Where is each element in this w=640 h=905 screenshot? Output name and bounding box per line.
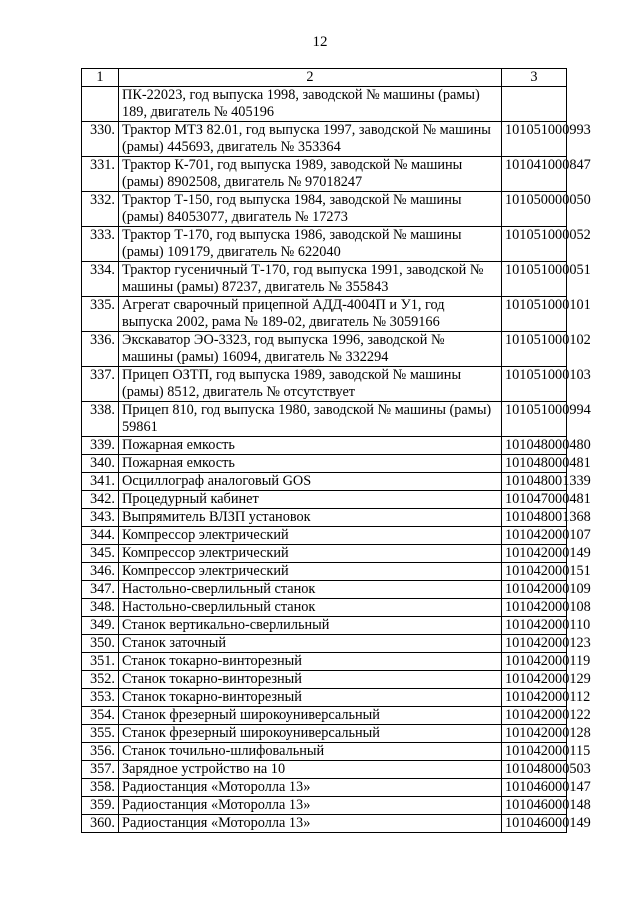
row-code-cell: 101042000151 bbox=[502, 563, 567, 581]
row-name-cell: Выпрямитель ВЛЗП установок bbox=[119, 509, 502, 527]
row-name-cell: Станок точильно-шлифовальный bbox=[119, 743, 502, 761]
row-code-cell: 101051000052 bbox=[502, 227, 567, 262]
row-number-cell: 350. bbox=[82, 635, 119, 653]
row-code-cell: 101046000147 bbox=[502, 779, 567, 797]
row-code-cell: 101042000122 bbox=[502, 707, 567, 725]
row-code-cell: 101048000503 bbox=[502, 761, 567, 779]
table-row bbox=[82, 743, 567, 761]
table-row bbox=[82, 227, 567, 262]
row-code-cell: 101042000108 bbox=[502, 599, 567, 617]
table-row bbox=[82, 437, 567, 455]
table-row bbox=[82, 122, 567, 157]
row-number-cell: 353. bbox=[82, 689, 119, 707]
row-code-cell: 101042000123 bbox=[502, 635, 567, 653]
row-code-cell: 101048001339 bbox=[502, 473, 567, 491]
row-number-cell: 357. bbox=[82, 761, 119, 779]
row-code-cell: 101051000993 bbox=[502, 122, 567, 157]
table-row bbox=[82, 491, 567, 509]
row-number-cell: 346. bbox=[82, 563, 119, 581]
property-table bbox=[81, 68, 591, 833]
row-number-cell: 360. bbox=[82, 815, 119, 833]
row-code-cell: 101051000102 bbox=[502, 332, 567, 367]
table-row bbox=[82, 599, 567, 617]
table-row bbox=[82, 402, 567, 437]
row-number-cell: 338. bbox=[82, 402, 119, 437]
row-code-cell bbox=[502, 87, 567, 122]
table-row bbox=[82, 297, 567, 332]
row-number-cell bbox=[82, 87, 119, 122]
row-name-cell: Настольно-сверлильный станок bbox=[119, 581, 502, 599]
row-name-cell: Радиостанция «Моторолла 13» bbox=[119, 797, 502, 815]
row-code-cell: 101050000050 bbox=[502, 192, 567, 227]
row-code-cell: 101048000480 bbox=[502, 437, 567, 455]
table-row bbox=[82, 87, 567, 122]
row-name-cell: Трактор МТЗ 82.01, год выпуска 1997, заводской № машины (рамы) 445693, двигатель № 353364 bbox=[119, 122, 502, 157]
table-row bbox=[82, 455, 567, 473]
table-row bbox=[82, 332, 567, 367]
row-number-cell: 359. bbox=[82, 797, 119, 815]
row-number-cell: 335. bbox=[82, 297, 119, 332]
row-name-cell: Осциллограф аналоговый GOS bbox=[119, 473, 502, 491]
row-name-cell: Зарядное устройство на 10 bbox=[119, 761, 502, 779]
table-row bbox=[82, 527, 567, 545]
table-row bbox=[82, 671, 567, 689]
row-name-cell: Прицеп ОЗТП, год выпуска 1989, заводской № машины (рамы) 8512, двигатель № отсутствует bbox=[119, 367, 502, 402]
row-number-cell: 342. bbox=[82, 491, 119, 509]
row-code-cell: 101047000481 bbox=[502, 491, 567, 509]
row-number-cell: 337. bbox=[82, 367, 119, 402]
row-name-cell: Станок токарно-винторезный bbox=[119, 671, 502, 689]
header-cell-code: 3 bbox=[502, 69, 567, 87]
row-number-cell: 332. bbox=[82, 192, 119, 227]
table-row bbox=[82, 367, 567, 402]
table-row bbox=[82, 157, 567, 192]
row-code-cell: 101042000119 bbox=[502, 653, 567, 671]
table-row bbox=[82, 262, 567, 297]
row-number-cell: 356. bbox=[82, 743, 119, 761]
table-body bbox=[82, 69, 591, 833]
row-number-cell: 355. bbox=[82, 725, 119, 743]
row-number-cell: 347. bbox=[82, 581, 119, 599]
row-code-cell: 101041000847 bbox=[502, 157, 567, 192]
table-row bbox=[82, 725, 567, 743]
table-row bbox=[82, 797, 567, 815]
row-name-cell: Трактор гусеничный Т-170, год выпуска 1991, заводской № машины (рамы) 87237, двигатель № 355843 bbox=[119, 262, 502, 297]
row-code-cell: 101046000148 bbox=[502, 797, 567, 815]
row-name-cell: Станок фрезерный широкоуниверсальный bbox=[119, 725, 502, 743]
table-row bbox=[82, 707, 567, 725]
row-number-cell: 341. bbox=[82, 473, 119, 491]
row-name-cell: Процедурный кабинет bbox=[119, 491, 502, 509]
row-code-cell: 101051000103 bbox=[502, 367, 567, 402]
header-cell-name: 2 bbox=[119, 69, 502, 87]
row-name-cell: Трактор Т-170, год выпуска 1986, заводской № машины (рамы) 109179, двигатель № 622040 bbox=[119, 227, 502, 262]
table-row bbox=[82, 761, 567, 779]
row-number-cell: 352. bbox=[82, 671, 119, 689]
row-name-cell: Станок токарно-винторезный bbox=[119, 653, 502, 671]
table-row bbox=[82, 192, 567, 227]
row-number-cell: 331. bbox=[82, 157, 119, 192]
row-code-cell: 101042000128 bbox=[502, 725, 567, 743]
row-name-cell: Станок фрезерный широкоуниверсальный bbox=[119, 707, 502, 725]
row-number-cell: 339. bbox=[82, 437, 119, 455]
row-name-cell: Компрессор электрический bbox=[119, 545, 502, 563]
row-number-cell: 345. bbox=[82, 545, 119, 563]
row-code-cell: 101051000051 bbox=[502, 262, 567, 297]
row-number-cell: 344. bbox=[82, 527, 119, 545]
row-code-cell: 101042000115 bbox=[502, 743, 567, 761]
table-row bbox=[82, 563, 567, 581]
row-name-cell: ПК-22023, год выпуска 1998, заводской № машины (рамы) 189, двигатель № 405196 bbox=[119, 87, 502, 122]
table-row bbox=[82, 509, 567, 527]
row-number-cell: 336. bbox=[82, 332, 119, 367]
row-number-cell: 334. bbox=[82, 262, 119, 297]
row-name-cell: Станок токарно-винторезный bbox=[119, 689, 502, 707]
row-name-cell: Компрессор электрический bbox=[119, 563, 502, 581]
row-code-cell: 101042000107 bbox=[502, 527, 567, 545]
table-row bbox=[82, 617, 567, 635]
row-code-cell: 101042000110 bbox=[502, 617, 567, 635]
row-name-cell: Радиостанция «Моторолла 13» bbox=[119, 815, 502, 833]
table-row bbox=[82, 689, 567, 707]
row-name-cell: Пожарная емкость bbox=[119, 455, 502, 473]
row-number-cell: 351. bbox=[82, 653, 119, 671]
row-number-cell: 330. bbox=[82, 122, 119, 157]
row-name-cell: Станок заточный bbox=[119, 635, 502, 653]
row-code-cell: 101042000149 bbox=[502, 545, 567, 563]
row-code-cell: 101048000481 bbox=[502, 455, 567, 473]
row-number-cell: 348. bbox=[82, 599, 119, 617]
row-name-cell: Пожарная емкость bbox=[119, 437, 502, 455]
row-number-cell: 349. bbox=[82, 617, 119, 635]
table-row bbox=[82, 581, 567, 599]
row-name-cell: Прицеп 810, год выпуска 1980, заводской № машины (рамы) 59861 bbox=[119, 402, 502, 437]
table-row bbox=[82, 815, 567, 833]
table-row bbox=[82, 635, 567, 653]
row-name-cell: Компрессор электрический bbox=[119, 527, 502, 545]
row-name-cell: Настольно-сверлильный станок bbox=[119, 599, 502, 617]
row-code-cell: 101042000112 bbox=[502, 689, 567, 707]
page-number: 12 bbox=[312, 34, 328, 50]
row-number-cell: 340. bbox=[82, 455, 119, 473]
table-row bbox=[82, 545, 567, 563]
row-code-cell: 101042000109 bbox=[502, 581, 567, 599]
table-row bbox=[82, 653, 567, 671]
row-name-cell: Станок вертикально-сверлильный bbox=[119, 617, 502, 635]
header-cell-number: 1 bbox=[82, 69, 119, 87]
row-code-cell: 101048001368 bbox=[502, 509, 567, 527]
row-number-cell: 354. bbox=[82, 707, 119, 725]
table-row bbox=[82, 779, 567, 797]
row-code-cell: 101046000149 bbox=[502, 815, 567, 833]
row-code-cell: 101051000101 bbox=[502, 297, 567, 332]
row-code-cell: 101042000129 bbox=[502, 671, 567, 689]
row-code-cell: 101051000994 bbox=[502, 402, 567, 437]
row-name-cell: Трактор К-701, год выпуска 1989, заводской № машины (рамы) 8902508, двигатель № 97018247 bbox=[119, 157, 502, 192]
row-number-cell: 358. bbox=[82, 779, 119, 797]
row-number-cell: 343. bbox=[82, 509, 119, 527]
row-number-cell: 333. bbox=[82, 227, 119, 262]
row-name-cell: Агрегат сварочный прицепной АДД-4004П и У1, год выпуска 2002, рама № 189-02, двигатель № 3059166 bbox=[119, 297, 502, 332]
table-header-row bbox=[82, 69, 567, 87]
row-name-cell: Трактор Т-150, год выпуска 1984, заводской № машины (рамы) 84053077, двигатель № 17273 bbox=[119, 192, 502, 227]
row-name-cell: Экскаватор ЭО-3323, год выпуска 1996, заводской № машины (рамы) 16094, двигатель № 332294 bbox=[119, 332, 502, 367]
row-name-cell: Радиостанция «Моторолла 13» bbox=[119, 779, 502, 797]
table-row bbox=[82, 473, 567, 491]
